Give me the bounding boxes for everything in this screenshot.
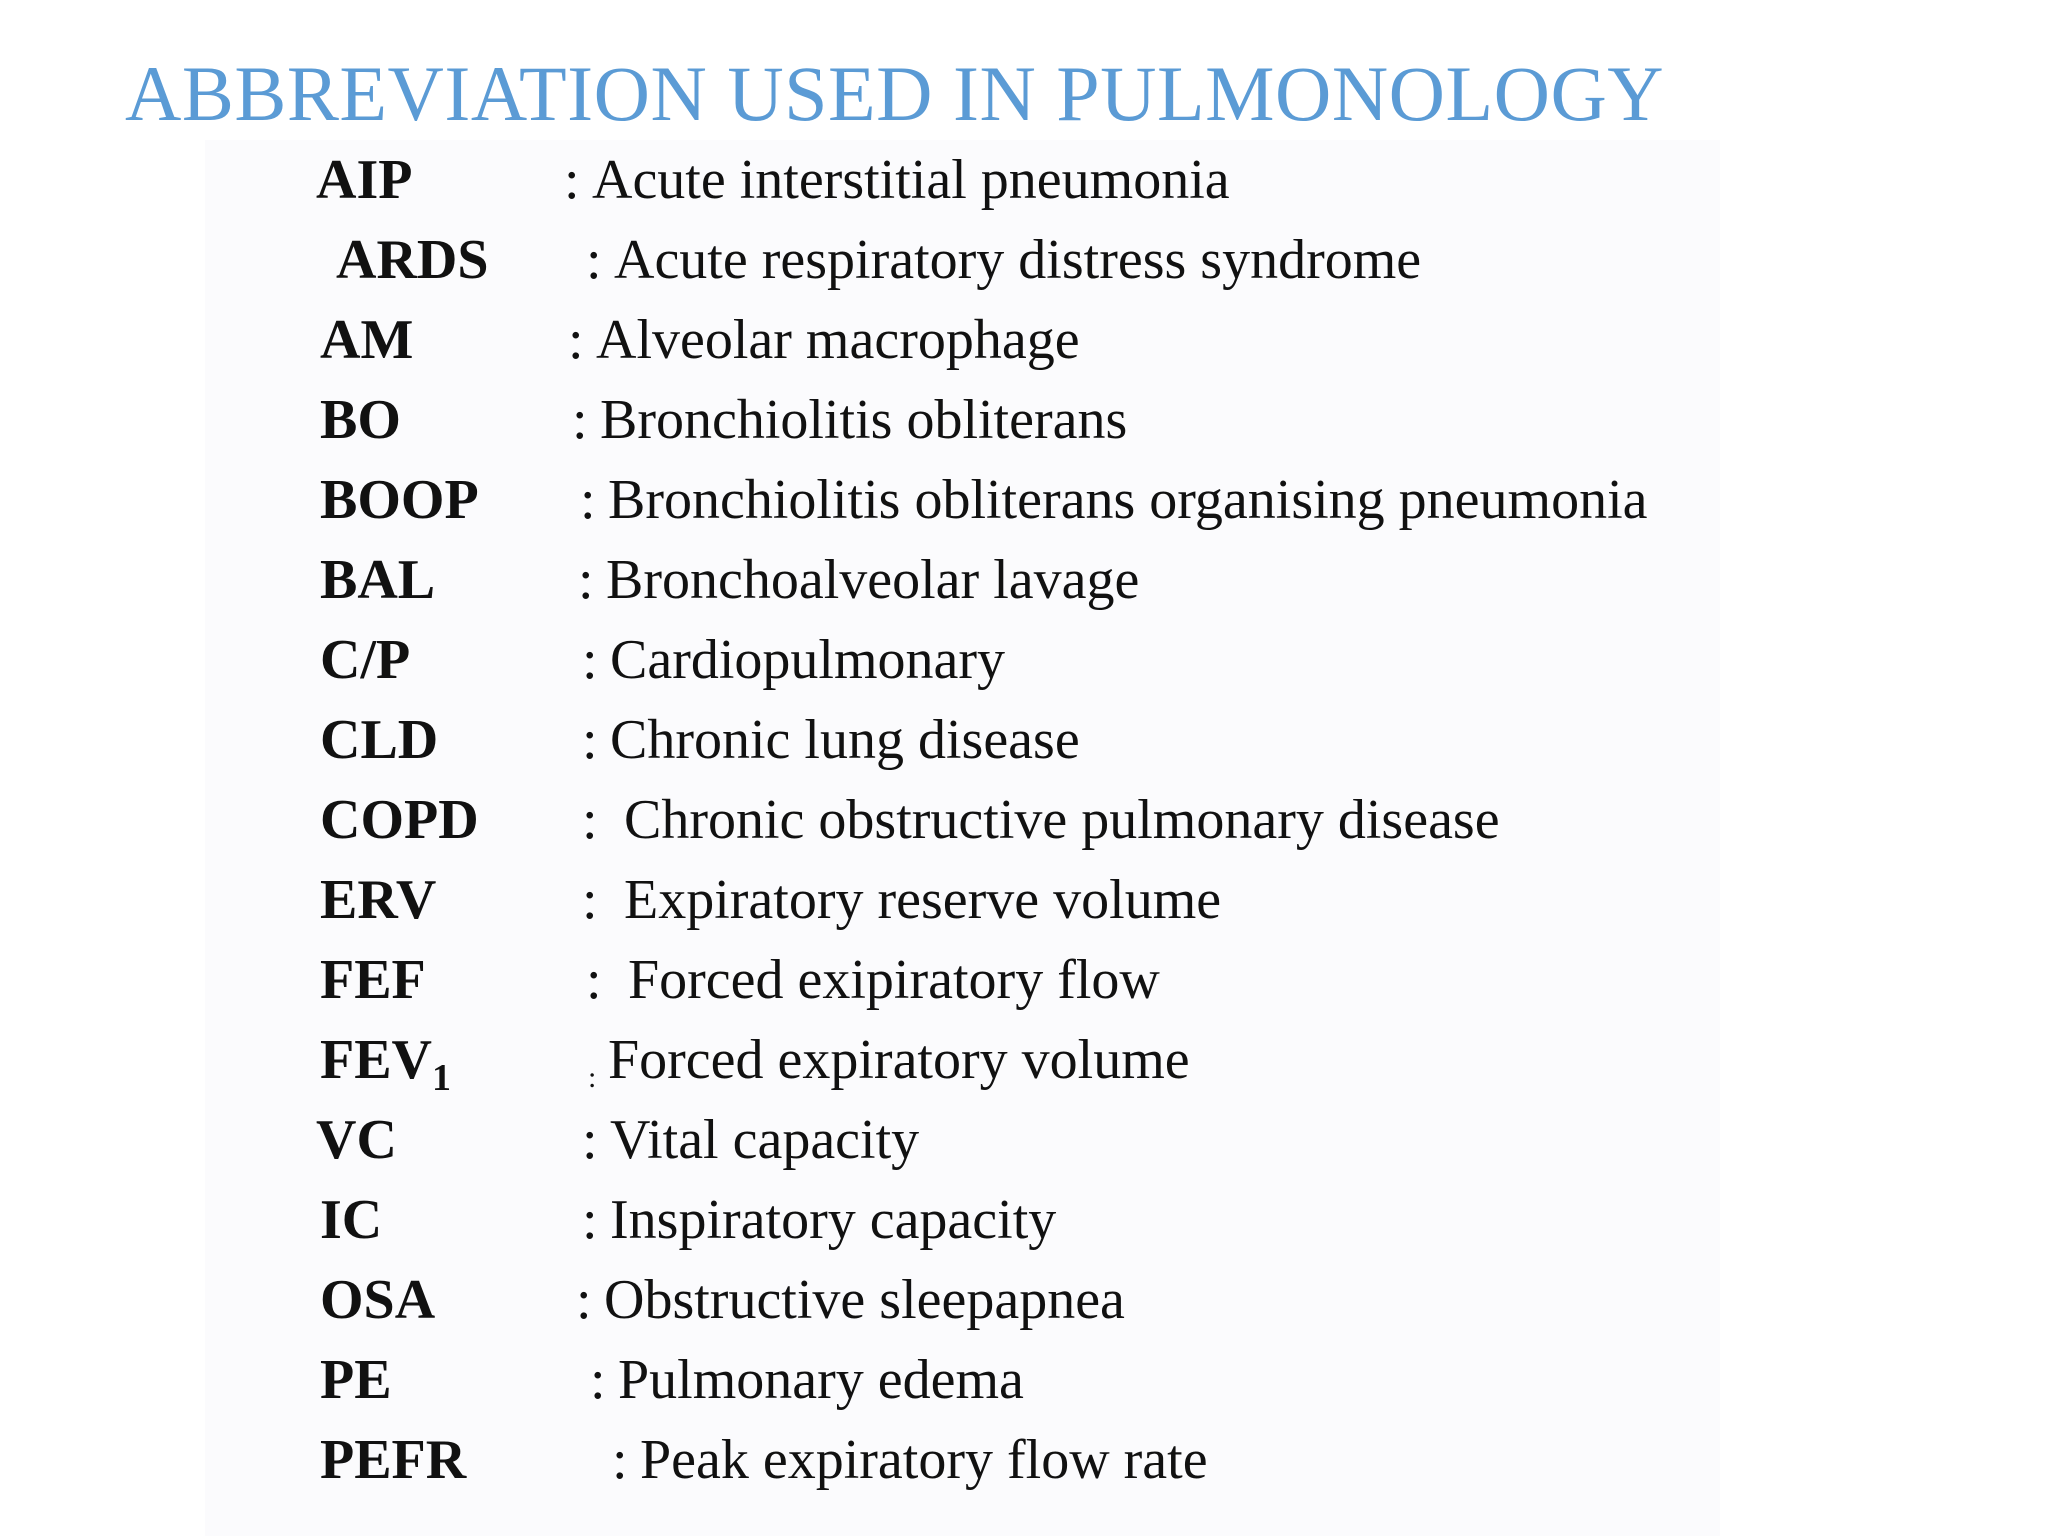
definition: Forced exipiratory flow xyxy=(628,949,1160,1011)
abbreviation: ERV xyxy=(320,869,437,931)
definition: Vital capacity xyxy=(610,1109,920,1171)
definition: Peak expiratory flow rate xyxy=(640,1429,1208,1491)
abbreviation: OSA xyxy=(320,1269,436,1331)
definition: Acute interstitial pneumonia xyxy=(592,149,1230,211)
definition: Bronchiolitis obliterans xyxy=(600,389,1128,451)
abbreviation: FEF xyxy=(320,949,426,1011)
abbreviation: IC xyxy=(320,1189,383,1251)
abbreviation: AM xyxy=(320,309,414,371)
separator: : xyxy=(568,309,584,371)
abbreviation: BO xyxy=(320,389,401,451)
definition: Pulmonary edema xyxy=(618,1349,1024,1411)
abbreviation-base: FEV xyxy=(320,1029,432,1091)
definition: Obstructive sleepapnea xyxy=(604,1269,1125,1331)
abbreviation: VC xyxy=(316,1109,397,1171)
definition: Forced expiratory volume xyxy=(608,1029,1190,1091)
abbreviation: BOOP xyxy=(320,469,479,531)
abbreviation: COPD xyxy=(320,789,479,851)
separator: : xyxy=(582,869,598,931)
definition: Alveolar macrophage xyxy=(596,309,1080,371)
separator: : xyxy=(576,1269,592,1331)
definition: Bronchoalveolar lavage xyxy=(606,549,1140,611)
separator: : xyxy=(586,229,602,291)
separator: : xyxy=(582,709,598,771)
separator: : xyxy=(582,1109,598,1171)
separator: : xyxy=(582,1189,598,1251)
separator: : xyxy=(586,949,602,1011)
separator: : xyxy=(612,1429,628,1491)
abbreviation: PE xyxy=(320,1349,392,1411)
abbreviation: C/P xyxy=(320,629,411,691)
abbreviation xyxy=(320,1020,451,1100)
slide-title: ABBREVIATION USED IN PULMONOLOGY xyxy=(125,50,1665,137)
definition: Expiratory reserve volume xyxy=(624,869,1222,931)
abbreviation: ARDS xyxy=(336,229,489,291)
separator: : xyxy=(582,789,598,851)
separator: : xyxy=(580,469,596,531)
definition: Inspiratory capacity xyxy=(610,1189,1057,1251)
definition: Bronchiolitis obliterans organising pneumonia xyxy=(608,469,1648,531)
separator: : xyxy=(582,629,598,691)
abbreviation-subscript: 1 xyxy=(432,1057,451,1099)
separator: : xyxy=(578,549,594,611)
separator: : xyxy=(564,149,580,211)
abbreviation: BAL xyxy=(320,549,436,611)
separator: : xyxy=(572,389,588,451)
separator: : xyxy=(590,1349,606,1411)
definition: Chronic lung disease xyxy=(610,709,1080,771)
separator: : xyxy=(588,1061,597,1094)
abbreviation: AIP xyxy=(316,149,413,211)
definition: Acute respiratory distress syndrome xyxy=(614,229,1422,291)
definition: Cardiopulmonary xyxy=(610,629,1006,691)
definition: Chronic obstructive pulmonary disease xyxy=(624,789,1500,851)
abbreviation: PEFR xyxy=(320,1429,467,1491)
abbreviation: CLD xyxy=(320,709,439,771)
